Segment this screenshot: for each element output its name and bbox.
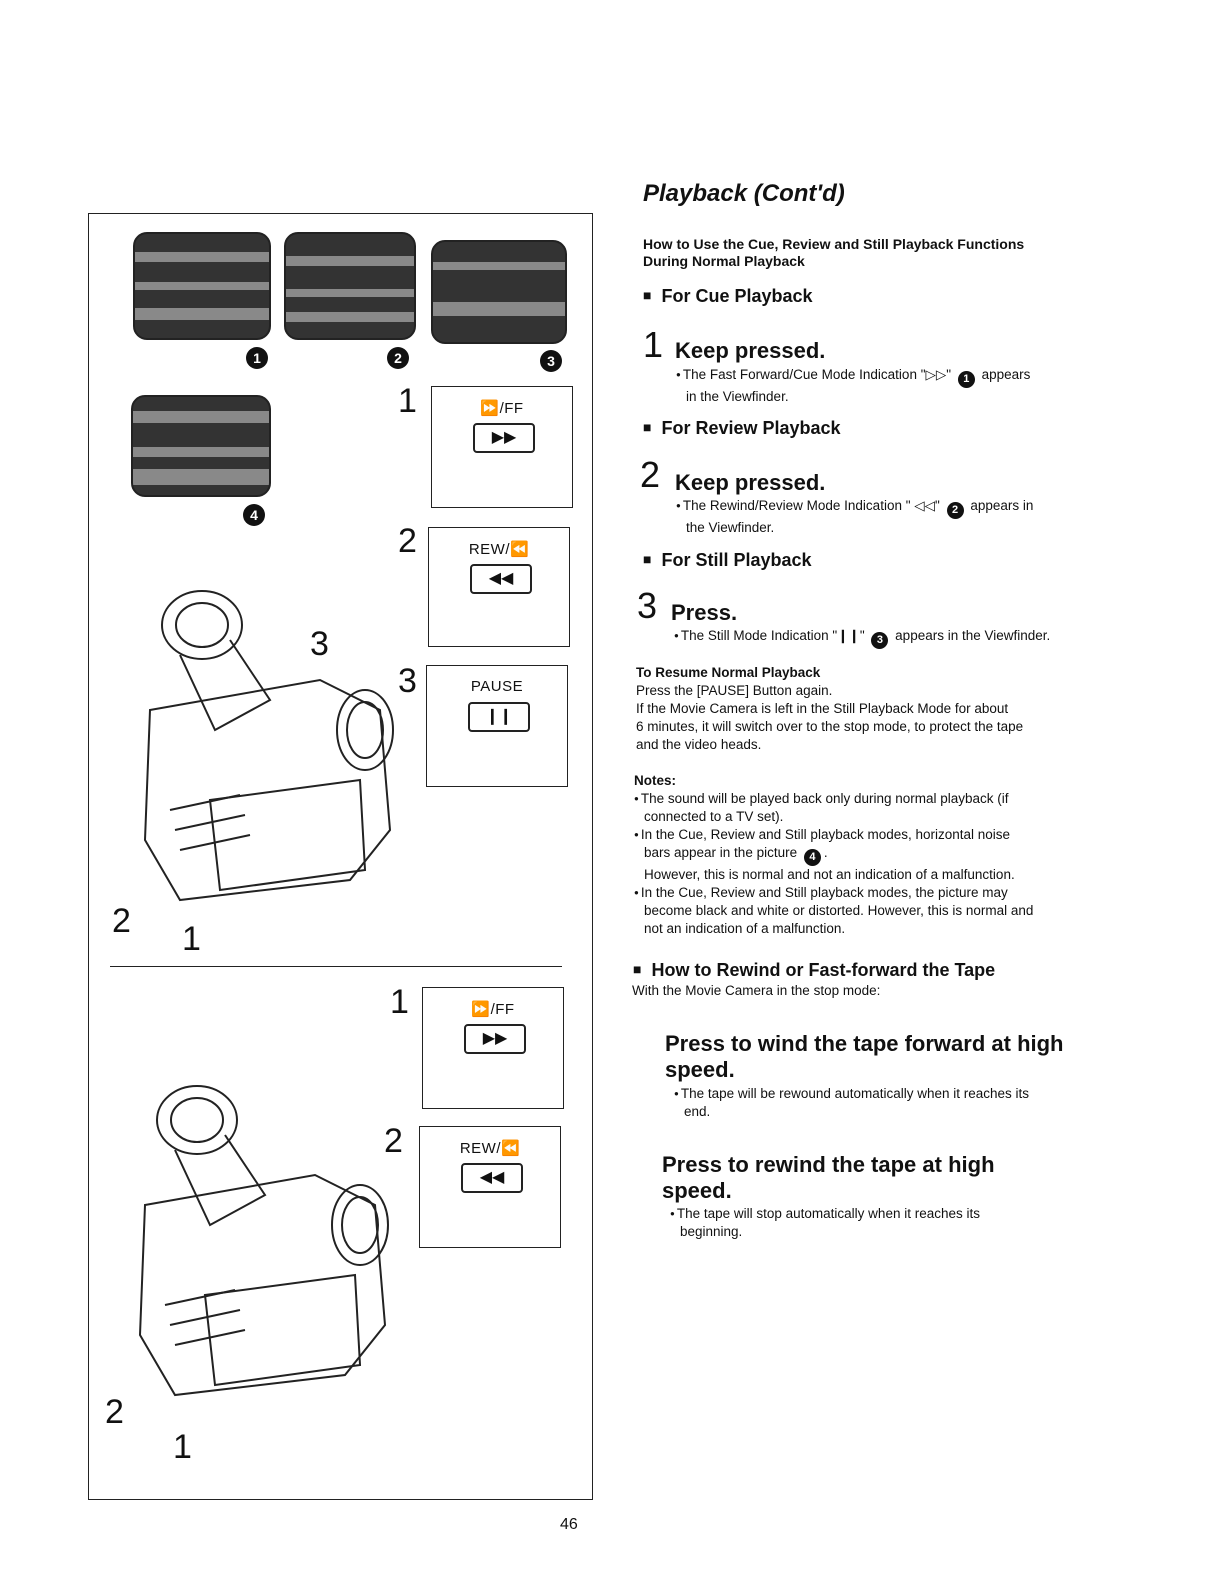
cue-note-text: in the Viewfinder. — [686, 389, 789, 404]
camera-step-3: 3 — [310, 625, 329, 663]
rew-button-diagram-bottom — [419, 1126, 561, 1248]
cue-note-callout: 1 — [958, 371, 975, 388]
resume-text: 6 minutes, it will switch over to the stop mode, to protect the tape — [636, 719, 1024, 734]
ff-step-note — [674, 1085, 1074, 1121]
button-step-number: 2 — [384, 1122, 403, 1160]
rew-step-text: speed. — [662, 1178, 732, 1203]
section-review-playback: ■ For Review Playback — [643, 418, 841, 439]
figure-divider — [110, 966, 562, 967]
still-step-number: 3 — [637, 585, 658, 626]
ff-button-diagram-bottom — [422, 987, 564, 1109]
viewfinder-review-image — [284, 232, 416, 340]
callout-4: 4 — [243, 504, 265, 526]
pause-button-label: PAUSE — [470, 678, 524, 695]
note-text: not an indication of a malfunction. — [644, 921, 846, 936]
pause-key-icon: ❙❙ — [468, 702, 530, 732]
camera-step-1: 1 — [182, 920, 201, 958]
note-text: In the Cue, Review and Still playback modes, horizontal noise — [640, 827, 1011, 842]
resume-text: Press the [PAUSE] Button again. — [636, 683, 833, 698]
note-text: connected to a TV set). — [644, 809, 784, 824]
still-note-callout: 3 — [871, 632, 888, 649]
viewfinder-noise-image — [131, 395, 271, 497]
resume-text: and the video heads. — [636, 737, 762, 752]
review-note-text: The Rewind/Review Mode Indication " ◁◁" — [682, 498, 940, 513]
ff-step — [665, 1031, 1085, 1083]
still-step-text: Press. — [671, 600, 738, 625]
button-step-number: 3 — [398, 662, 417, 700]
camera-step-2: 2 — [105, 1393, 124, 1431]
ff-key-icon: ▶▶ — [473, 423, 535, 453]
resume-block — [636, 664, 1076, 754]
notes-heading: Notes: — [634, 773, 677, 788]
button-step-number: 2 — [398, 522, 417, 560]
rew-button-label: REW/⏪ — [459, 1140, 521, 1157]
rew-button-diagram — [428, 527, 570, 647]
section-rewind-ff: ■ How to Rewind or Fast-forward the Tape — [633, 960, 995, 981]
rewind-ff-intro: With the Movie Camera in the stop mode: — [632, 983, 881, 998]
cue-step-text: Keep pressed. — [675, 338, 826, 363]
rew-key-icon: ◀◀ — [461, 1163, 523, 1193]
ff-step-text: speed. — [665, 1057, 735, 1082]
page-number: 46 — [560, 1516, 578, 1533]
ff-step-text: Press to wind the tape forward at high — [665, 1031, 1064, 1056]
viewfinder-still-image — [431, 240, 567, 344]
ff-button-label: ⏩/FF — [480, 400, 524, 417]
rew-step-text: Press to rewind the tape at high — [662, 1152, 995, 1177]
note-text: bars appear in the picture — [644, 845, 798, 860]
review-note-text: the Viewfinder. — [686, 520, 775, 535]
rew-key-icon: ◀◀ — [470, 564, 532, 594]
section-cue-playback: ■ For Cue Playback — [643, 286, 813, 307]
still-note-text: The Still Mode Indication "❙❙" — [680, 628, 865, 643]
callout-3: 3 — [540, 350, 562, 372]
note-text: In the Cue, Review and Still playback modes, the picture may — [640, 885, 1008, 900]
ff-note-text: The tape will be rewound automatically when it reaches its — [680, 1086, 1030, 1101]
ff-button-diagram — [431, 386, 573, 508]
rew-step — [662, 1152, 1082, 1204]
note-text: However, this is normal and not an indication of a malfunction. — [644, 867, 1015, 882]
rew-note-text: The tape will stop automatically when it reaches its — [676, 1206, 980, 1221]
callout-1: 1 — [246, 347, 268, 369]
notes-block: Notes: ● The sound will be played back only during normal playback (if connected to a TV set). ● In the Cue, Review and Still playback modes, horizontal noise bars appear in the picture 4 . However, this is normal and not an indication of a malfunction. ● In the Cue, Review and Still playback modes, the picture may become black and white or distorted. However, this is normal and not an indication of a malfunction. — [634, 772, 1074, 938]
review-note-text: appears in — [970, 498, 1034, 513]
intro-heading — [643, 236, 1063, 270]
ff-note-text: end. — [684, 1104, 711, 1119]
still-note-text: appears in the Viewfinder. — [895, 628, 1051, 643]
cue-note-text: The Fast Forward/Cue Mode Indication "▷▷" — [682, 367, 952, 382]
button-step-number: 1 — [398, 382, 417, 420]
rew-note-text: beginning. — [680, 1224, 743, 1239]
camera-step-2: 2 — [112, 902, 131, 940]
review-note-callout: 2 — [947, 502, 964, 519]
intro-heading-line: During Normal Playback — [643, 253, 805, 269]
review-note — [676, 497, 1076, 537]
camcorder-illustration-bottom — [115, 1075, 415, 1435]
section-still-playback: ■ For Still Playback — [643, 550, 812, 571]
review-step-text: Keep pressed. — [675, 470, 826, 495]
resume-heading: To Resume Normal Playback — [636, 665, 821, 680]
rew-button-label: REW/⏪ — [468, 541, 530, 558]
camera-step-1: 1 — [173, 1428, 192, 1466]
button-step-number: 1 — [390, 983, 409, 1021]
cue-step-number: 1 — [643, 324, 664, 365]
pause-button-diagram — [426, 665, 568, 787]
note-callout: 4 — [804, 849, 821, 866]
review-step-number: 2 — [640, 454, 661, 495]
camcorder-illustration-top — [120, 580, 420, 940]
resume-text: If the Movie Camera is left in the Still Playback Mode for about — [636, 701, 1009, 716]
still-note — [674, 627, 1094, 649]
ff-button-label: ⏩/FF — [471, 1001, 515, 1018]
callout-2: 2 — [387, 347, 409, 369]
viewfinder-cue-image — [133, 232, 271, 340]
note-text: The sound will be played back only during normal playback (if — [640, 791, 1009, 806]
note-text: become black and white or distorted. However, this is normal and — [644, 903, 1034, 918]
page-title: Playback (Cont'd) — [643, 180, 845, 207]
rew-step-note — [670, 1205, 1070, 1241]
cue-note-text: appears — [981, 367, 1031, 382]
ff-key-icon: ▶▶ — [464, 1024, 526, 1054]
intro-heading-line: How to Use the Cue, Review and Still Playback Functions — [643, 236, 1025, 252]
cue-note — [676, 366, 1076, 406]
